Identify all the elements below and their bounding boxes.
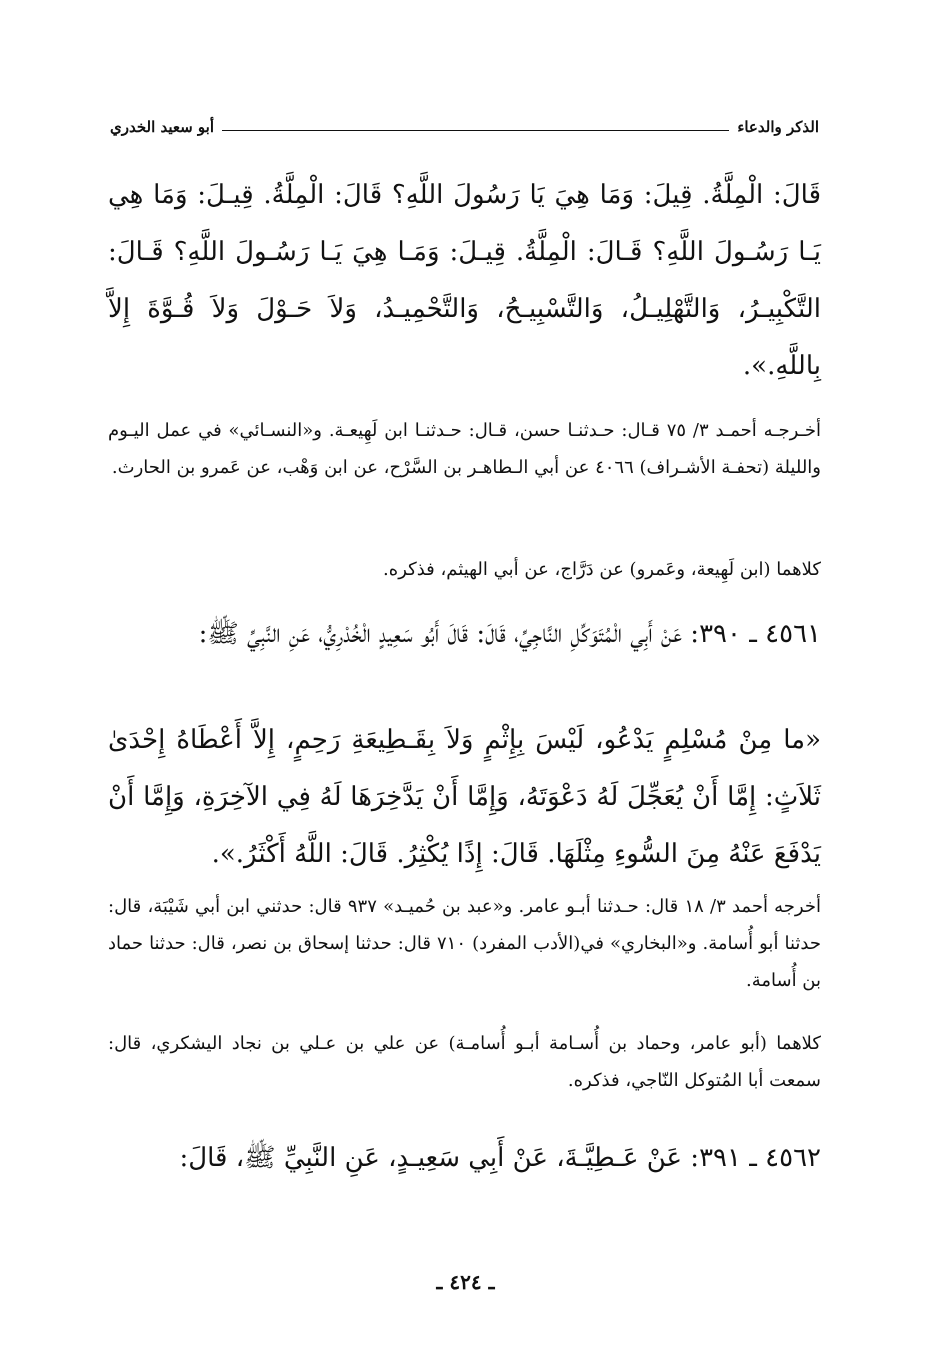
page-number: ـ ٤٢٤ ـ (436, 1270, 495, 1294)
header-section-title: أبو سعيد الخدري (110, 118, 215, 136)
hadith-text-continued: قَالَ: الْمِلَّةُ. قِيلَ: وَمَا هِيَ يَا رَسُولَ اللَّهِ؟ قَالَ: الْمِلَّةُ. قِيـلَ: وَمَا هِي يَـا رَسُـولَ اللَّهِ؟ قَـالَ: الْمِلَّةُ. قِيـلَ: وَمَـا هِيَ يَـا رَسُـولَ اللَّهِ؟ قَـالَ: التَّكْبِيـرُ، وَالتَّهْلِيـلُ، وَالتَّسْبِيـحُ، وَالتَّحْمِيـدُ، وَلاَ حَـوْلَ وَلاَ قُـوَّةَ إِلاَّ بِاللَّهِ.». (108, 180, 821, 381)
hadith-4561-text: «ما مِنْ مُسْلِمٍ يَدْعُو، لَيْسَ بِإِثْمٍ وَلاَ بِقَـطِيعَةِ رَحِمٍ، إِلاَّ أَعْطَاهُ إِحْدَىٰ ثَلاَثٍ: إِمَّا أَنْ يُعَجِّلَ لَهُ دَعْوَتَهُ، وَإِمَّا أَنْ يَدَّخِرَهَا لَهُ فِي الآخِرَةِ، وَإِمَّا أَنْ يَدْفَعَ عَنْهُ مِنَ السُّوءِ مِثْلَهَا. قَالَ: إِذًا يُكْثِرُ. قَالَ: اللَّهُ أَكْثَرُ.». (108, 725, 821, 869)
running-header (110, 112, 819, 142)
header-chapter-title: الذكر والدعاء (737, 118, 819, 136)
isnad-summary: كلاهما (ابن لَهِيعة، وعَمرو) عن دَرَّاج، عن أبي الهيثم، فذكره. (383, 559, 821, 580)
hadith-4562-heading: ٤٥٦٢ ـ ٣٩١: عَنْ عَـطِيَّـةَ، عَنْ أَبِي سَعِيـدٍ، عَنِ النَّبِيِّ ﷺ، قَالَ: (179, 1143, 821, 1173)
takhrij-note: أخرجه أحمد ٣/ ١٨ قال: حـدثنا أبـو عامر. و«عبد بن حُميـد» ٩٣٧ قال: حدثني ابن أبي شَيْبَة، قال: حدثنا أبو أُسامة. و«البخاري» في(الأدب المفرد) ٧١٠ قال: حدثنا إسحاق بن نصر، قال: حدثنا حماد بن أُسامة. (108, 896, 821, 991)
takhrij-note: أخـرجـه أحمـد ٣/ ٧٥ قـال: حـدثنـا حسن، قـال: حـدثنـا ابن لَهِيعـة. و«النسـائي» في عمل اليـوم والليلة (تحفـة الأشـراف) ٤٠٦٦ عن أبي الـطاهـر بن السَّرْح، عن ابن وَهْب، عن عَمرو بن الحارث. (108, 420, 821, 478)
header-rule (222, 130, 729, 131)
hadith-4561-heading: ٤٥٦١ ـ ٣٩٠: عَنْ أَبِي الْمُتَوَكِّلِ النَّاجِيِّ، قَالَ: قَالَ أَبُو سَعِيدٍ الْخُدْرِيُّ، عَنِ النَّبِيِّ ﷺ: (198, 619, 821, 649)
isnad-summary: كلاهما (أبو عامر، وحماد بن أُسـامة أبـو أُسامـة) عن علي بن عـلي بن نجاد اليشكري، قال: سمعت أبا المُتوكل النّاجي، فذكره. (108, 1033, 821, 1091)
